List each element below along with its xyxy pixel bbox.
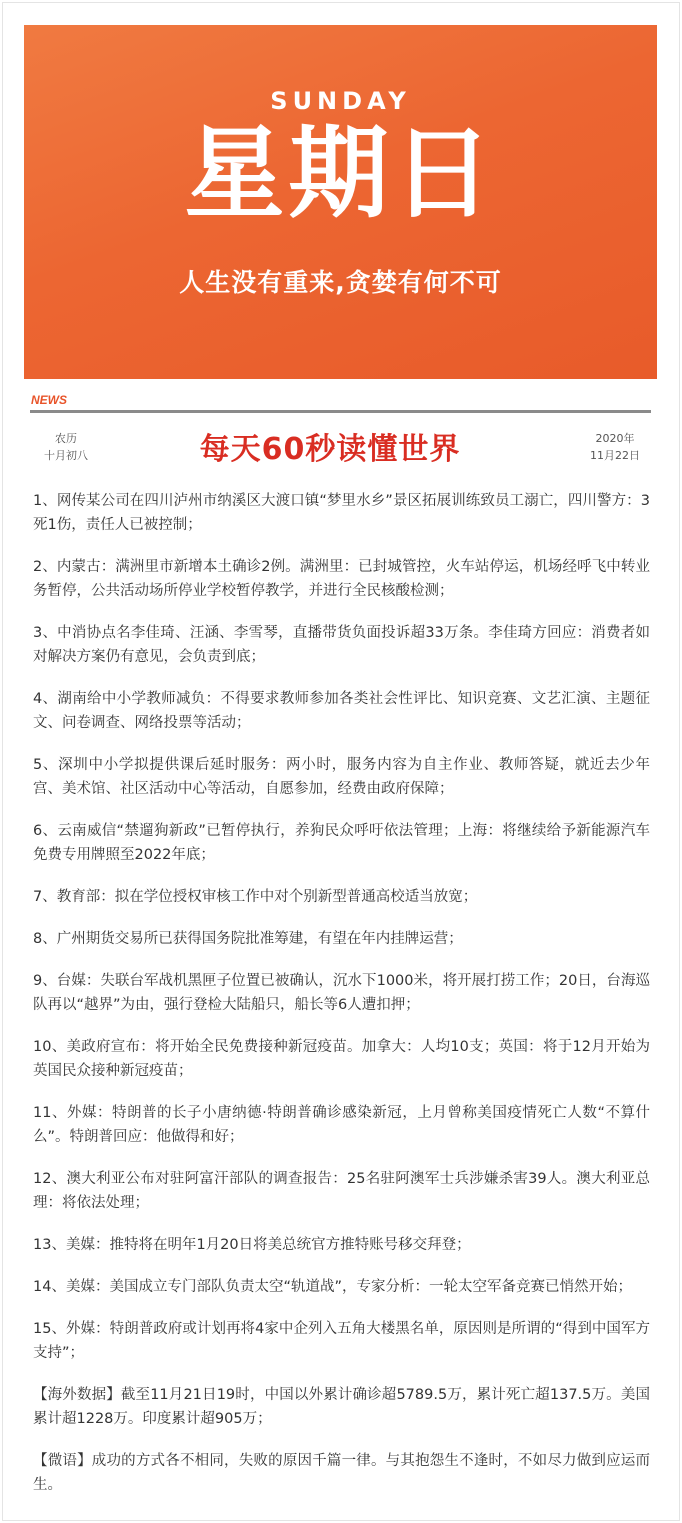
news-item-14: 14、美媒：美国成立专门部队负责太空“轨道战”，专家分析：一轮太空军备竞赛已悄然开始； (33, 1279, 632, 1295)
news-item-6: 6、云南威信“禁遛狗新政”已暂停执行，养狗民众呼吁依法管理；上海：将继续给予新能源汽车免费专用牌照至2022年底； (33, 823, 650, 863)
news-item-8: 8、广州期货交易所已获得国务院批准筹建，有望在年内挂牌运营； (33, 931, 463, 947)
news-item-13: 13、美媒：推特将在明年1月20日将美总统官方推特账号移交拜登； (33, 1237, 471, 1253)
lunar-date: 十月初八 (44, 449, 88, 462)
quote-item: 【微语】成功的方式各不相同，失败的原因千篇一律。与其抱怨生不逢时，不如尽力做到应运而生。 (33, 1453, 650, 1493)
news-item-12: 12、澳大利亚公布对驻阿富汗部队的调查报告：25名驻阿澳军士兵涉嫌杀害39人。澳大利亚总理：将依法处理； (33, 1171, 650, 1211)
date-year: 2020年 (595, 432, 635, 445)
news-item-4: 4、湖南给中小学教师减负：不得要求教师参加各类社会性评比、知识竞赛、文艺汇演、主题征文、问卷调查、网络投票等活动； (33, 691, 650, 731)
date-month-day: 11月22日 (590, 449, 640, 462)
news-item-5: 5、深圳中小学拟提供课后延时服务：两小时，服务内容为自主作业、教师答疑，就近去少年宫、美术馆、社区活动中心等活动，自愿参加，经费由政府保障； (33, 757, 650, 797)
banner-chinese-title: 星期日 (184, 115, 497, 232)
overseas-data-item: 【海外数据】截至11月21日19时，中国以外累计确诊超5789.5万，累计死亡超137.5万。美国累计超1228万。印度累计超905万； (33, 1387, 650, 1427)
news-item-10: 10、美政府宣布：将开始全民免费接种新冠疫苗。加拿大：人均10支；英国：将于12月开始为英国民众接种新冠疫苗； (33, 1039, 650, 1079)
sunday-banner (24, 25, 657, 379)
news-item-9: 9、台媒：失联台军战机黑匣子位置已被确认，沉水下1000米，将开展打捞工作；20日，台海巡队再以“越界”为由，强行登检大陆船只，船长等6人遭扣押； (33, 973, 650, 1013)
banner-english-title: SUNDAY (270, 87, 411, 115)
news-tag: NEWS (31, 393, 67, 407)
news-item-15: 15、外媒：特朗普政府或计划再将4家中企列入五角大楼黑名单，原因则是所谓的“得到中国军方支持”； (33, 1321, 650, 1361)
news-list (33, 489, 650, 1515)
page-title: 每天60秒读懂世界 (199, 432, 461, 467)
news-item-1: 1、网传某公司在四川泸州市纳溪区大渡口镇“梦里水乡”景区拓展训练致员工溺亡，四川警方：3死1伤，责任人已被控制； (33, 493, 650, 533)
news-item-2: 2、内蒙古：满洲里市新增本土确诊2例。满洲里：已封城管控，火车站停运，机场经呼飞中转业务暂停，公共活动场所停业学校暂停教学，并进行全民核酸检测； (33, 559, 650, 599)
gregorian-date-block (585, 430, 645, 464)
header-divider (30, 410, 651, 413)
news-item-11: 11、外媒：特朗普的长子小唐纳德·特朗普确诊感染新冠，上月曾称美国疫情死亡人数“不算什么”。特朗普回应：他做得和好； (33, 1105, 650, 1145)
news-item-3: 3、中消协点名李佳琦、汪涵、李雪琴，直播带货负面投诉超33万条。李佳琦方回应：消费者如对解决方案仍有意见，会负责到底； (33, 625, 650, 665)
lunar-date-block (36, 430, 96, 464)
news-item-7: 7、教育部：拟在学位授权审核工作中对个别新型普通高校适当放宽； (33, 889, 478, 905)
banner-slogan: 人生没有重来,贪婪有何不可 (179, 268, 502, 297)
lunar-label: 农历 (55, 432, 77, 445)
